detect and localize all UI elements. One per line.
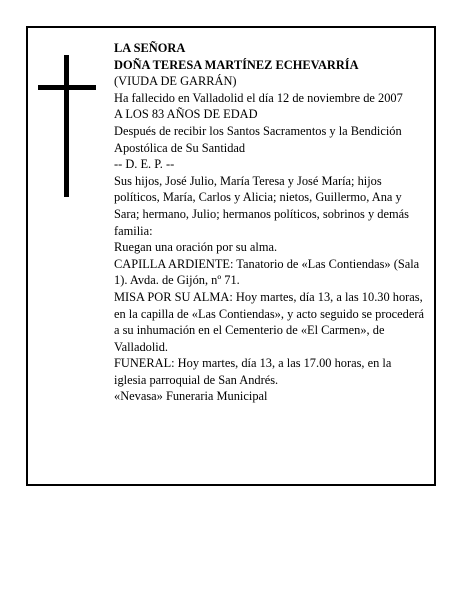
- funeral-home: «Nevasa» Funeraria Municipal: [114, 389, 268, 404]
- rip: -- D. E. P. --: [114, 157, 175, 172]
- chapel-info: CAPILLA ARDIENTE: Tanatorio de «Las Contiendas» (Sala 1). Avda. de Gijón, nº 71.: [114, 256, 420, 288]
- sacraments-statement: Después de recibir los Santos Sacramentos y la Bendición Apostólica de Su Santidad: [114, 123, 402, 155]
- family-list: Sus hijos, José Julio, María Teresa y José María; hijos políticos, María, Carlos y Alicia; nietos, Guillermo, Ana y Sara; hermano, Julio; hermanos políticos, sobrinos y demás familia:: [114, 173, 409, 238]
- widow-of: (VIUDA DE GARRÁN): [114, 74, 237, 89]
- mass-info: MISA POR SU ALMA: Hoy martes, día 13, a las 10.30 horas, en la capilla de «Las Contiendas», y acto seguido se procederá a su inhumación en el Cementerio de «El Carmen», de Valladolid.: [114, 289, 424, 354]
- funeral-info: FUNERAL: Hoy martes, día 13, a las 17.00 horas, en la iglesia parroquial de San Andrés.: [114, 356, 392, 387]
- prayer-request: Ruegan una oración por su alma.: [114, 240, 278, 255]
- notice-title: LA SEÑORA: [114, 41, 186, 55]
- cross-horizontal-bar: [38, 85, 96, 90]
- obituary-text: [114, 40, 424, 405]
- cross-vertical-bar: [64, 55, 69, 197]
- death-statement: Ha fallecido en Valladolid el día 12 de noviembre de 2007: [114, 90, 403, 105]
- age-statement: A LOS 83 AÑOS DE EDAD: [114, 107, 258, 122]
- deceased-name: DOÑA TERESA MARTÍNEZ ECHEVARRÍA: [114, 57, 359, 72]
